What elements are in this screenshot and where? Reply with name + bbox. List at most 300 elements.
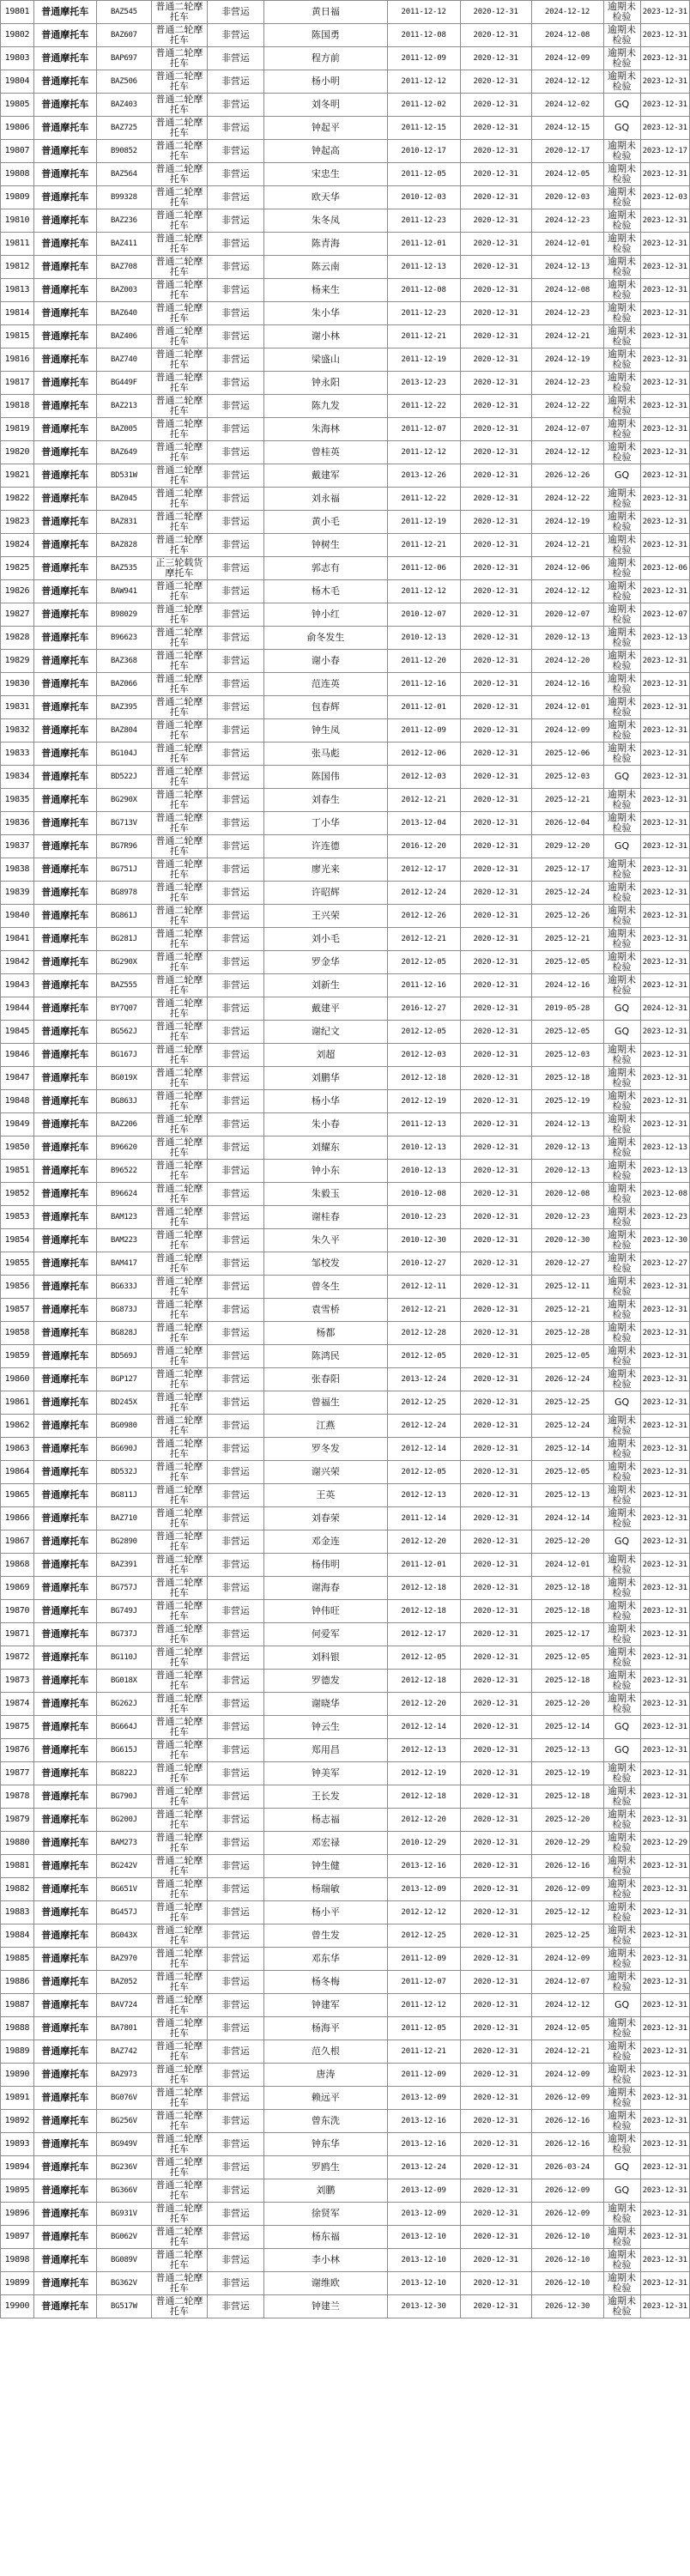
cell-vehicle-type: 普通二轮摩托车 xyxy=(152,2087,208,2110)
cell-scrap-date: 2025-12-28 xyxy=(531,1322,603,1345)
cell-date: 2023-12-31 xyxy=(640,2110,689,2133)
cell-seq: 19845 xyxy=(1,1021,34,1044)
cell-registered: 2010-12-27 xyxy=(387,1252,460,1276)
cell-registered: 2012-12-28 xyxy=(387,1322,460,1345)
cell-vehicle-type: 普通二轮摩托车 xyxy=(152,2203,208,2226)
cell-vehicle-type: 普通二轮摩托车 xyxy=(152,1646,208,1670)
cell-vehicle-type: 普通二轮摩托车 xyxy=(152,1554,208,1577)
cell-inspection-due: 2020-12-31 xyxy=(460,928,531,951)
cell-owner: 朱久平 xyxy=(264,1229,387,1252)
cell-plate: BAM273 xyxy=(96,1832,152,1855)
table-row xyxy=(1,2064,690,2087)
cell-date: 2023-12-31 xyxy=(640,2249,689,2272)
table-row xyxy=(1,1623,690,1646)
cell-plate: BG828J xyxy=(96,1322,152,1345)
cell-usage: 非营运 xyxy=(207,488,264,511)
table-row xyxy=(1,140,690,163)
cell-scrap-date: 2025-12-25 xyxy=(531,1391,603,1415)
cell-inspection-due: 2020-12-31 xyxy=(460,1206,531,1229)
table-row xyxy=(1,789,690,812)
cell-plate: BGP127 xyxy=(96,1368,152,1391)
table-row xyxy=(1,580,690,603)
cell-plate: BAZ555 xyxy=(96,974,152,997)
cell-category: 普通摩托车 xyxy=(33,1276,96,1299)
table-row xyxy=(1,1924,690,1948)
cell-category: 普通摩托车 xyxy=(33,2203,96,2226)
cell-registered: 2013-12-24 xyxy=(387,2156,460,2179)
cell-vehicle-type: 普通二轮摩托车 xyxy=(152,441,208,464)
cell-registered: 2011-12-20 xyxy=(387,650,460,673)
cell-owner: 何爱军 xyxy=(264,1623,387,1646)
table-row xyxy=(1,1670,690,1693)
cell-usage: 非营运 xyxy=(207,835,264,858)
table-row xyxy=(1,951,690,974)
cell-scrap-date: 2020-12-17 xyxy=(531,140,603,163)
table-row xyxy=(1,1090,690,1113)
cell-status: 逾期未检验 xyxy=(603,441,640,464)
cell-category: 普通摩托车 xyxy=(33,488,96,511)
cell-registered: 2013-12-16 xyxy=(387,2133,460,2156)
cell-status: 逾期未检验 xyxy=(603,1924,640,1948)
cell-status: 逾期未检验 xyxy=(603,1044,640,1067)
cell-vehicle-type: 普通二轮摩托车 xyxy=(152,2133,208,2156)
cell-status: GQ xyxy=(603,2156,640,2179)
cell-category: 普通摩托车 xyxy=(33,1670,96,1693)
cell-date: 2023-12-31 xyxy=(640,117,689,140)
cell-date: 2023-12-23 xyxy=(640,1206,689,1229)
cell-plate: BAZ506 xyxy=(96,70,152,94)
table-row xyxy=(1,2179,690,2203)
cell-date: 2023-12-31 xyxy=(640,650,689,673)
cell-inspection-due: 2020-12-31 xyxy=(460,1646,531,1670)
cell-registered: 2011-12-15 xyxy=(387,117,460,140)
cell-status: 逾期未检验 xyxy=(603,696,640,719)
cell-scrap-date: 2025-12-24 xyxy=(531,1415,603,1438)
cell-usage: 非营运 xyxy=(207,2272,264,2295)
cell-seq: 19817 xyxy=(1,372,34,395)
cell-category: 普通摩托车 xyxy=(33,2226,96,2249)
cell-inspection-due: 2020-12-31 xyxy=(460,835,531,858)
cell-plate: BAZ828 xyxy=(96,534,152,557)
cell-category: 普通摩托车 xyxy=(33,1090,96,1113)
table-row xyxy=(1,1044,690,1067)
cell-seq: 19876 xyxy=(1,1739,34,1762)
cell-registered: 2011-12-12 xyxy=(387,580,460,603)
cell-date: 2023-12-29 xyxy=(640,1832,689,1855)
cell-registered: 2011-12-09 xyxy=(387,1948,460,1971)
cell-category: 普通摩托车 xyxy=(33,2110,96,2133)
cell-scrap-date: 2025-12-20 xyxy=(531,1693,603,1716)
cell-vehicle-type: 普通二轮摩托车 xyxy=(152,117,208,140)
cell-registered: 2011-12-06 xyxy=(387,557,460,580)
cell-vehicle-type: 普通二轮摩托车 xyxy=(152,1299,208,1322)
cell-status: 逾期未检验 xyxy=(603,1554,640,1577)
cell-seq: 19818 xyxy=(1,395,34,418)
table-row xyxy=(1,1113,690,1136)
cell-scrap-date: 2025-12-13 xyxy=(531,1739,603,1762)
cell-registered: 2012-12-17 xyxy=(387,858,460,882)
cell-inspection-due: 2020-12-31 xyxy=(460,2110,531,2133)
cell-owner: 刘鹏 xyxy=(264,2179,387,2203)
table-row xyxy=(1,2156,690,2179)
cell-vehicle-type: 普通二轮摩托车 xyxy=(152,464,208,488)
cell-seq: 19886 xyxy=(1,1971,34,1994)
cell-inspection-due: 2020-12-31 xyxy=(460,511,531,534)
cell-plate: BG236V xyxy=(96,2156,152,2179)
cell-date: 2023-12-31 xyxy=(640,905,689,928)
cell-scrap-date: 2024-12-01 xyxy=(531,696,603,719)
cell-vehicle-type: 普通二轮摩托车 xyxy=(152,997,208,1021)
table-row xyxy=(1,2087,690,2110)
cell-category: 普通摩托车 xyxy=(33,117,96,140)
cell-inspection-due: 2020-12-31 xyxy=(460,1670,531,1693)
cell-usage: 非营运 xyxy=(207,163,264,186)
cell-plate: BAZ607 xyxy=(96,24,152,47)
cell-plate: BAZ725 xyxy=(96,117,152,140)
cell-scrap-date: 2025-12-13 xyxy=(531,1484,603,1507)
cell-category: 普通摩托车 xyxy=(33,70,96,94)
cell-vehicle-type: 普通二轮摩托车 xyxy=(152,2040,208,2064)
cell-usage: 非营运 xyxy=(207,974,264,997)
cell-category: 普通摩托车 xyxy=(33,1484,96,1507)
cell-registered: 2012-12-05 xyxy=(387,1646,460,1670)
cell-vehicle-type: 普通二轮摩托车 xyxy=(152,1368,208,1391)
cell-scrap-date: 2024-12-05 xyxy=(531,163,603,186)
cell-category: 普通摩托车 xyxy=(33,1785,96,1809)
cell-status: 逾期未检验 xyxy=(603,24,640,47)
cell-usage: 非营运 xyxy=(207,905,264,928)
cell-vehicle-type: 普通二轮摩托车 xyxy=(152,742,208,766)
cell-date: 2023-12-08 xyxy=(640,1183,689,1206)
cell-usage: 非营运 xyxy=(207,650,264,673)
cell-status: 逾期未检验 xyxy=(603,719,640,742)
cell-inspection-due: 2020-12-31 xyxy=(460,163,531,186)
table-row xyxy=(1,1507,690,1530)
cell-scrap-date: 2025-12-20 xyxy=(531,1530,603,1554)
table-row xyxy=(1,1484,690,1507)
cell-status: GQ xyxy=(603,1530,640,1554)
cell-status: 逾期未检验 xyxy=(603,1067,640,1090)
cell-category: 普通摩托车 xyxy=(33,395,96,418)
cell-owner: 许昭辉 xyxy=(264,882,387,905)
cell-vehicle-type: 普通二轮摩托车 xyxy=(152,2017,208,2040)
table-row xyxy=(1,1415,690,1438)
cell-owner: 钟起高 xyxy=(264,140,387,163)
cell-inspection-due: 2020-12-31 xyxy=(460,186,531,209)
cell-date: 2023-12-31 xyxy=(640,2272,689,2295)
cell-category: 普通摩托车 xyxy=(33,140,96,163)
table-row xyxy=(1,673,690,696)
cell-vehicle-type: 普通二轮摩托车 xyxy=(152,1948,208,1971)
cell-plate: BG104J xyxy=(96,742,152,766)
cell-plate: BG790J xyxy=(96,1785,152,1809)
cell-category: 普通摩托车 xyxy=(33,1924,96,1948)
cell-plate: B99328 xyxy=(96,186,152,209)
cell-status: 逾期未检验 xyxy=(603,951,640,974)
cell-seq: 19828 xyxy=(1,627,34,650)
cell-registered: 2011-12-22 xyxy=(387,488,460,511)
cell-owner: 罗德发 xyxy=(264,1670,387,1693)
cell-category: 普通摩托车 xyxy=(33,1044,96,1067)
cell-scrap-date: 2024-12-09 xyxy=(531,47,603,70)
cell-owner: 袁雪桥 xyxy=(264,1299,387,1322)
cell-status: 逾期未检验 xyxy=(603,1809,640,1832)
cell-date: 2023-12-31 xyxy=(640,1368,689,1391)
cell-category: 普通摩托车 xyxy=(33,1716,96,1739)
cell-plate: BG863J xyxy=(96,1090,152,1113)
cell-category: 普通摩托车 xyxy=(33,1832,96,1855)
table-row xyxy=(1,209,690,233)
cell-date: 2023-12-31 xyxy=(640,70,689,94)
cell-plate: BAZ973 xyxy=(96,2064,152,2087)
cell-plate: BAZ066 xyxy=(96,673,152,696)
cell-usage: 非营运 xyxy=(207,1322,264,1345)
cell-plate: B98029 xyxy=(96,603,152,627)
cell-registered: 2012-12-05 xyxy=(387,1345,460,1368)
cell-plate: BAZ368 xyxy=(96,650,152,673)
cell-registered: 2012-12-05 xyxy=(387,951,460,974)
cell-inspection-due: 2020-12-31 xyxy=(460,1948,531,1971)
cell-usage: 非营运 xyxy=(207,2203,264,2226)
cell-usage: 非营运 xyxy=(207,742,264,766)
cell-category: 普通摩托车 xyxy=(33,534,96,557)
cell-owner: 邹校发 xyxy=(264,1252,387,1276)
cell-seq: 19894 xyxy=(1,2156,34,2179)
cell-category: 普通摩托车 xyxy=(33,1368,96,1391)
cell-scrap-date: 2025-12-14 xyxy=(531,1716,603,1739)
cell-category: 普通摩托车 xyxy=(33,696,96,719)
cell-owner: 李小林 xyxy=(264,2249,387,2272)
cell-seq: 19862 xyxy=(1,1415,34,1438)
cell-status: 逾期未检验 xyxy=(603,1136,640,1160)
cell-owner: 宋忠生 xyxy=(264,163,387,186)
cell-registered: 2011-12-14 xyxy=(387,1507,460,1530)
cell-owner: 钟树生 xyxy=(264,534,387,557)
cell-registered: 2011-12-07 xyxy=(387,1971,460,1994)
cell-inspection-due: 2020-12-31 xyxy=(460,1924,531,1948)
cell-scrap-date: 2020-12-27 xyxy=(531,1252,603,1276)
cell-status: 逾期未检验 xyxy=(603,603,640,627)
cell-registered: 2011-12-08 xyxy=(387,279,460,302)
cell-owner: 曾生发 xyxy=(264,1924,387,1948)
cell-date: 2023-12-31 xyxy=(640,233,689,256)
cell-plate: BAZ535 xyxy=(96,557,152,580)
cell-date: 2023-12-31 xyxy=(640,1600,689,1623)
cell-category: 普通摩托车 xyxy=(33,627,96,650)
cell-plate: BG615J xyxy=(96,1739,152,1762)
cell-date: 2023-12-31 xyxy=(640,372,689,395)
table-row xyxy=(1,1206,690,1229)
cell-owner: 刘小毛 xyxy=(264,928,387,951)
cell-seq: 19801 xyxy=(1,1,34,24)
cell-plate: B96522 xyxy=(96,1160,152,1183)
cell-plate: BAZ708 xyxy=(96,256,152,279)
cell-plate: BG651V xyxy=(96,1878,152,1901)
cell-vehicle-type: 普通二轮摩托车 xyxy=(152,1044,208,1067)
cell-plate: BAZ831 xyxy=(96,511,152,534)
cell-category: 普通摩托车 xyxy=(33,1415,96,1438)
cell-inspection-due: 2020-12-31 xyxy=(460,2064,531,2087)
cell-registered: 2010-12-13 xyxy=(387,627,460,650)
cell-scrap-date: 2025-12-18 xyxy=(531,1577,603,1600)
cell-status: GQ xyxy=(603,2179,640,2203)
cell-vehicle-type: 普通二轮摩托车 xyxy=(152,928,208,951)
cell-seq: 19839 xyxy=(1,882,34,905)
cell-category: 普通摩托车 xyxy=(33,2087,96,2110)
cell-vehicle-type: 普通二轮摩托车 xyxy=(152,580,208,603)
cell-plate: BG362V xyxy=(96,2272,152,2295)
cell-status: 逾期未检验 xyxy=(603,1507,640,1530)
cell-usage: 非营运 xyxy=(207,1415,264,1438)
cell-date: 2023-12-31 xyxy=(640,488,689,511)
cell-registered: 2011-12-08 xyxy=(387,24,460,47)
cell-usage: 非营运 xyxy=(207,1577,264,1600)
cell-scrap-date: 2024-12-01 xyxy=(531,233,603,256)
cell-vehicle-type: 普通二轮摩托车 xyxy=(152,1461,208,1484)
cell-seq: 19833 xyxy=(1,742,34,766)
cell-seq: 19853 xyxy=(1,1206,34,1229)
cell-seq: 19815 xyxy=(1,325,34,349)
table-row xyxy=(1,2040,690,2064)
cell-usage: 非营运 xyxy=(207,1461,264,1484)
table-row xyxy=(1,2272,690,2295)
cell-inspection-due: 2020-12-31 xyxy=(460,2203,531,2226)
cell-vehicle-type: 普通二轮摩托车 xyxy=(152,1206,208,1229)
cell-scrap-date: 2024-12-09 xyxy=(531,719,603,742)
cell-owner: 陈青海 xyxy=(264,233,387,256)
cell-date: 2023-12-31 xyxy=(640,812,689,835)
cell-inspection-due: 2020-12-31 xyxy=(460,1484,531,1507)
cell-scrap-date: 2025-12-05 xyxy=(531,1345,603,1368)
table-row xyxy=(1,2133,690,2156)
cell-owner: 钟伟旺 xyxy=(264,1600,387,1623)
cell-category: 普通摩托车 xyxy=(33,1646,96,1670)
cell-inspection-due: 2020-12-31 xyxy=(460,766,531,789)
cell-category: 普通摩托车 xyxy=(33,2295,96,2318)
cell-owner: 郭志有 xyxy=(264,557,387,580)
table-row xyxy=(1,47,690,70)
cell-owner: 杨东福 xyxy=(264,2226,387,2249)
cell-category: 普通摩托车 xyxy=(33,835,96,858)
cell-scrap-date: 2019-05-28 xyxy=(531,997,603,1021)
cell-plate: BG449F xyxy=(96,372,152,395)
cell-status: 逾期未检验 xyxy=(603,1948,640,1971)
cell-usage: 非营运 xyxy=(207,673,264,696)
cell-usage: 非营运 xyxy=(207,1855,264,1878)
cell-inspection-due: 2020-12-31 xyxy=(460,1160,531,1183)
table-row xyxy=(1,974,690,997)
cell-vehicle-type: 普通二轮摩托车 xyxy=(152,163,208,186)
cell-plate: BAZ804 xyxy=(96,719,152,742)
cell-category: 普通摩托车 xyxy=(33,580,96,603)
cell-owner: 钟东华 xyxy=(264,2133,387,2156)
cell-plate: BAZ403 xyxy=(96,94,152,117)
cell-inspection-due: 2020-12-31 xyxy=(460,117,531,140)
cell-registered: 2011-12-12 xyxy=(387,1,460,24)
cell-registered: 2011-12-09 xyxy=(387,2064,460,2087)
cell-date: 2023-12-31 xyxy=(640,511,689,534)
cell-inspection-due: 2020-12-31 xyxy=(460,1461,531,1484)
cell-plate: BAZ003 xyxy=(96,279,152,302)
cell-seq: 19813 xyxy=(1,279,34,302)
cell-seq: 19842 xyxy=(1,951,34,974)
table-row xyxy=(1,1368,690,1391)
cell-vehicle-type: 普通二轮摩托车 xyxy=(152,1739,208,1762)
cell-status: 逾期未检验 xyxy=(603,557,640,580)
table-row xyxy=(1,1322,690,1345)
cell-category: 普通摩托车 xyxy=(33,1136,96,1160)
cell-plate: BG0980 xyxy=(96,1415,152,1438)
cell-scrap-date: 2024-12-14 xyxy=(531,1507,603,1530)
cell-status: 逾期未检验 xyxy=(603,627,640,650)
cell-seq: 19805 xyxy=(1,94,34,117)
cell-registered: 2013-12-09 xyxy=(387,2179,460,2203)
table-row xyxy=(1,2017,690,2040)
cell-category: 普通摩托车 xyxy=(33,418,96,441)
cell-scrap-date: 2025-12-18 xyxy=(531,1600,603,1623)
cell-category: 普通摩托车 xyxy=(33,2249,96,2272)
cell-inspection-due: 2020-12-31 xyxy=(460,603,531,627)
cell-registered: 2013-12-10 xyxy=(387,2249,460,2272)
cell-usage: 非营运 xyxy=(207,2110,264,2133)
cell-category: 普通摩托车 xyxy=(33,233,96,256)
cell-date: 2023-12-31 xyxy=(640,1322,689,1345)
cell-usage: 非营运 xyxy=(207,1554,264,1577)
cell-plate: BG366V xyxy=(96,2179,152,2203)
cell-inspection-due: 2020-12-31 xyxy=(460,742,531,766)
cell-date: 2023-12-31 xyxy=(640,349,689,372)
cell-registered: 2012-12-18 xyxy=(387,1600,460,1623)
cell-vehicle-type: 普通二轮摩托车 xyxy=(152,1438,208,1461)
cell-inspection-due: 2020-12-31 xyxy=(460,1299,531,1322)
cell-seq: 19808 xyxy=(1,163,34,186)
cell-registered: 2010-12-07 xyxy=(387,603,460,627)
cell-inspection-due: 2020-12-31 xyxy=(460,882,531,905)
cell-registered: 2011-12-16 xyxy=(387,974,460,997)
cell-plate: BG110J xyxy=(96,1646,152,1670)
cell-usage: 非营运 xyxy=(207,789,264,812)
cell-plate: BG713V xyxy=(96,812,152,835)
cell-registered: 2012-12-06 xyxy=(387,742,460,766)
cell-seq: 19874 xyxy=(1,1693,34,1716)
cell-plate: BG018X xyxy=(96,1670,152,1693)
cell-usage: 非营运 xyxy=(207,279,264,302)
cell-category: 普通摩托车 xyxy=(33,1229,96,1252)
cell-seq: 19850 xyxy=(1,1136,34,1160)
cell-plate: BG517W xyxy=(96,2295,152,2318)
table-row xyxy=(1,905,690,928)
cell-category: 普通摩托车 xyxy=(33,163,96,186)
cell-status: 逾期未检验 xyxy=(603,1229,640,1252)
cell-seq: 19883 xyxy=(1,1901,34,1924)
cell-scrap-date: 2026-12-09 xyxy=(531,2179,603,2203)
cell-vehicle-type: 普通二轮摩托车 xyxy=(152,789,208,812)
cell-date: 2023-12-30 xyxy=(640,1229,689,1252)
cell-date: 2023-12-31 xyxy=(640,2017,689,2040)
cell-inspection-due: 2020-12-31 xyxy=(460,140,531,163)
cell-inspection-due: 2020-12-31 xyxy=(460,2295,531,2318)
cell-status: 逾期未检验 xyxy=(603,1646,640,1670)
cell-plate: BG043X xyxy=(96,1924,152,1948)
cell-inspection-due: 2020-12-31 xyxy=(460,349,531,372)
cell-registered: 2013-12-16 xyxy=(387,1855,460,1878)
cell-plate: BG633J xyxy=(96,1276,152,1299)
cell-owner: 丁小华 xyxy=(264,812,387,835)
table-row xyxy=(1,650,690,673)
cell-usage: 非营运 xyxy=(207,580,264,603)
cell-inspection-due: 2020-12-31 xyxy=(460,372,531,395)
cell-registered: 2013-12-10 xyxy=(387,2272,460,2295)
